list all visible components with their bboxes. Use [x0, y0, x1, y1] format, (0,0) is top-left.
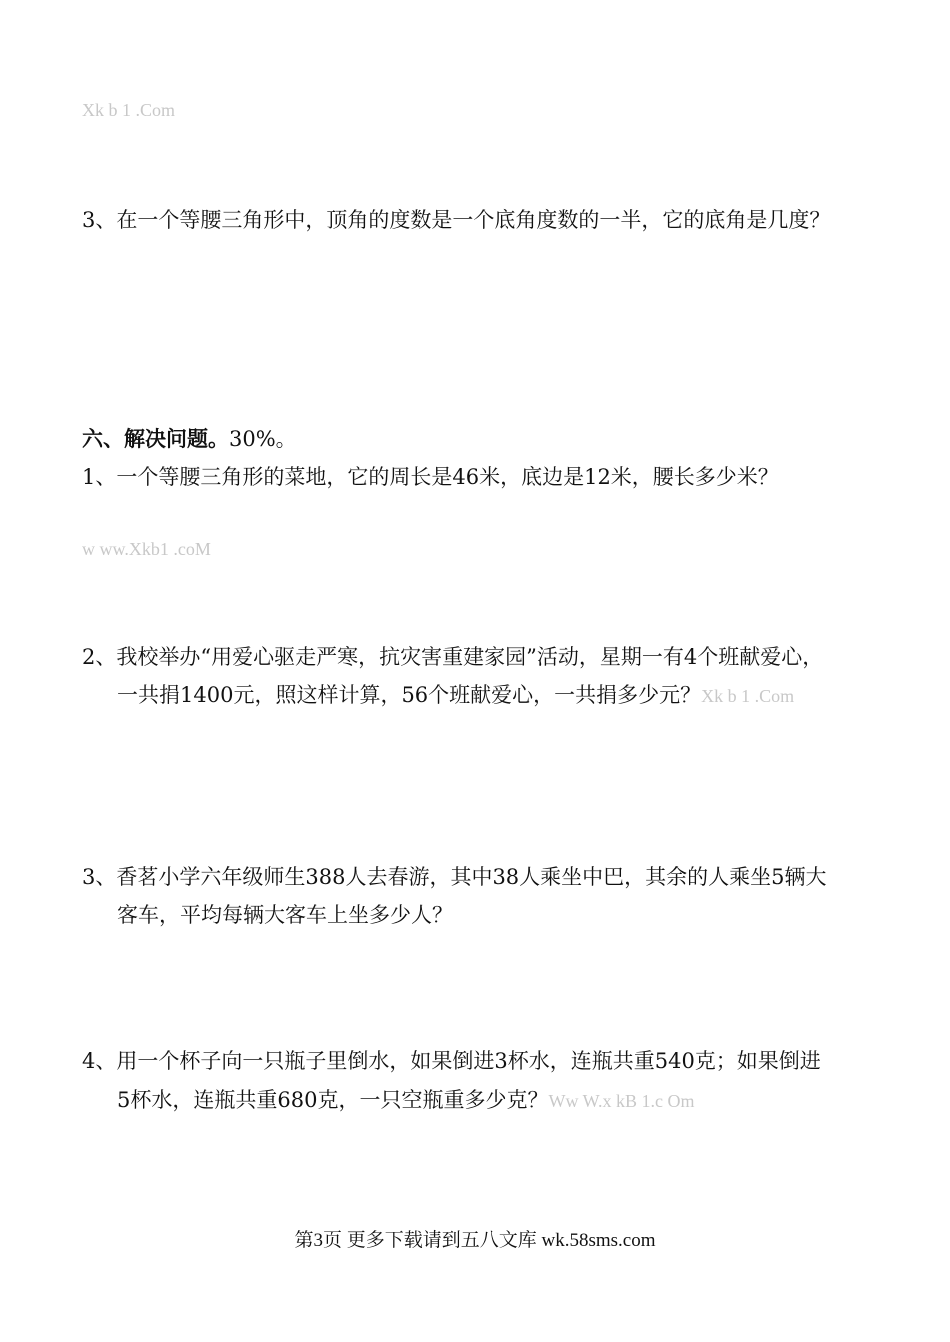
page-footer: 第3页 更多下载请到五八文库 wk.58sms.com: [294, 1230, 656, 1251]
question-6-2-text: 一共捐1400元，照这样计算，56个班献爱心，一共捐多少元？: [117, 683, 702, 707]
watermark-top: Xk b 1 .Com: [82, 100, 176, 120]
watermark-after-q4: Ww W.x kB 1.c Om: [548, 1091, 695, 1111]
section-6-score: 30%。: [229, 427, 297, 451]
section-6-title: 六、解决问题。: [82, 426, 229, 451]
question-6-4-text: 5杯水，连瓶共重680克，一只空瓶重多少克？: [117, 1088, 549, 1112]
question-6-4-line-1: 4、用一个杯子向一只瓶子里倒水，如果倒进3杯水，连瓶共重540克；如果倒进: [82, 1049, 821, 1073]
question-6-4-line-2: [117, 1086, 694, 1115]
question-6-2-line-1: 2、我校举办“用爱心驱走严寒，抗灾害重建家园”活动，星期一有4个班献爱心，: [82, 645, 824, 669]
watermark-after-q1: w ww.Xkb1 .coM: [82, 539, 211, 559]
question-6-3-line-2: 客车，平均每辆大客车上坐多少人？: [117, 903, 453, 927]
question-6-2-line-2: [117, 681, 794, 710]
question-6-3-line-1: 3、香茗小学六年级师生388人去春游，其中38人乘坐中巴，其余的人乘坐5辆大: [82, 865, 827, 889]
watermark-after-q2: Xk b 1 .Com: [701, 686, 795, 706]
question-5-3: 3、在一个等腰三角形中，顶角的度数是一个底角度数的一半，它的底角是几度？: [82, 208, 831, 232]
question-6-1: 1、一个等腰三角形的菜地，它的周长是46米，底边是12米，腰长多少米？: [82, 465, 779, 489]
section-6-heading: [82, 425, 297, 453]
